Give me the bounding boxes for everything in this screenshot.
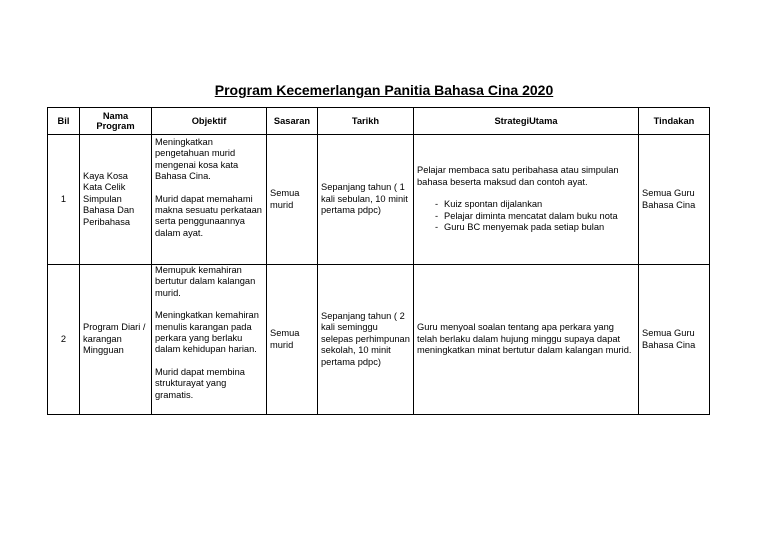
cell-tarikh: Sepanjang tahun ( 2 kali seminggu selepas perhimpunan sekolah, 10 minit pertama pdpc) [318,265,414,415]
strategi-bullet-text: Guru BC menyemak pada setiap bulan [444,222,605,233]
dash-bullet-icon: - [435,210,439,221]
strategi-bullet-text: Kuiz spontan dijalankan [444,199,543,210]
header-sasaran: Sasaran [267,108,318,135]
header-tindakan: Tindakan [639,108,710,135]
cell-bil: 1 [48,135,80,265]
objektif-item: Memupuk kemahiran bertutur dalam kalangan murid. [155,265,256,298]
table-row [48,135,710,265]
cell-bil: 2 [48,265,80,415]
cell-strategi [414,135,639,265]
objektif-item: Meningkatkan kemahiran menulis karangan pada perkara yang berlaku dalam kehidupan harian. [155,310,259,355]
cell-objektif [152,265,267,415]
cell-sasaran: Semua murid [267,135,318,265]
cell-sasaran: Semua murid [267,265,318,415]
list-item [417,199,635,210]
header-bil: Bil [48,108,80,135]
cell-strategi [414,265,639,415]
cell-tindakan: Semua Guru Bahasa Cina [639,135,710,265]
cell-tarikh: Sepanjang tahun ( 1 kali sebulan, 10 minit pertama pdpc) [318,135,414,265]
objektif-item: Meningkatkan pengetahuan murid mengenai kosa kata Bahasa Cina. [155,137,239,182]
program-table [47,107,710,415]
strategi-intro: Guru menyoal soalan tentang apa perkara yang telah berlaku dalam hujung minggu supaya dapat meningkatkan minat bertutur dalam kalangan murid. [417,322,632,356]
list-item [417,211,635,222]
document-title-text: Program Kecemerlangan Panitia Bahasa Cina 2020 [214,82,554,98]
cell-objektif [152,135,267,265]
table-row [48,265,710,415]
dash-bullet-icon: - [435,222,439,233]
strategi-intro: Pelajar membaca satu peribahasa atau simpulan bahasa beserta maksud dan contoh ayat. [417,165,619,187]
list-item [417,222,635,233]
strategi-list [417,199,635,233]
dash-bullet-icon: - [435,199,439,210]
cell-nama-program: Kaya Kosa Kata Celik Simpulan Bahasa Dan Peribahasa [80,135,152,265]
header-objektif: Objektif [152,108,267,135]
cell-nama-program: Program Diari / karangan Mingguan [80,265,152,415]
objektif-item: Murid dapat membina strukturayat yang gramatis. [155,366,245,400]
cell-tindakan: Semua Guru Bahasa Cina [639,265,710,415]
header-tarikh: Tarikh [318,108,414,135]
header-nama-program: Nama Program [80,108,152,135]
objektif-item: Murid dapat memahami makna sesuatu perkataan serta penggunaannya dalam ayat. [155,193,262,238]
table-header-row [48,108,710,135]
document-title [0,81,768,99]
strategi-bullet-text: Pelajar diminta mencatat dalam buku nota [444,210,618,221]
header-strategi: StrategiUtama [414,108,639,135]
